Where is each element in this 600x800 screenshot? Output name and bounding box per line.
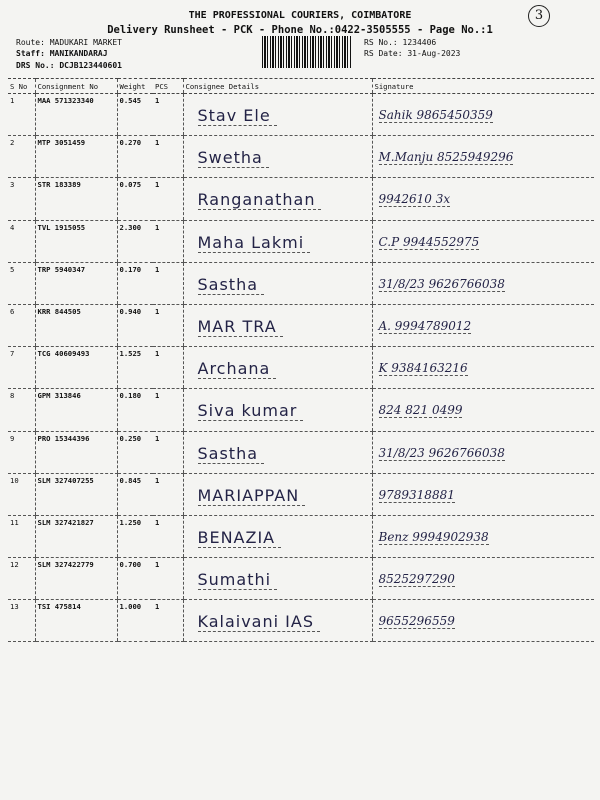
page-mark: 3 xyxy=(528,5,550,27)
row-signature: 9942610 3x xyxy=(378,192,451,207)
rs-number: RS No.: 1234406 xyxy=(364,38,437,47)
row-signature: 8525297290 xyxy=(378,572,455,587)
table-row xyxy=(8,262,594,304)
table-row xyxy=(8,94,594,136)
row-consignee-name: Sumathi xyxy=(198,570,278,590)
row-consignee-cell xyxy=(183,558,372,600)
row-consignee-name: Maha Lakmi xyxy=(198,233,311,253)
row-sno: 11 xyxy=(8,515,35,557)
row-consignee-cell xyxy=(183,220,372,262)
row-consignment-no: PRO 15344396 xyxy=(35,431,117,473)
row-consignment-no: SLM 327421827 xyxy=(35,515,117,557)
row-pcs: 1 xyxy=(153,515,183,557)
row-weight: 2.300 xyxy=(117,220,153,262)
table-row xyxy=(8,389,594,431)
row-consignee-cell xyxy=(183,473,372,515)
row-consignee-cell xyxy=(183,515,372,557)
row-weight: 0.940 xyxy=(117,304,153,346)
row-weight: 0.545 xyxy=(117,94,153,136)
row-weight: 1.525 xyxy=(117,347,153,389)
table-row xyxy=(8,220,594,262)
table-row xyxy=(8,473,594,515)
row-consignee-name: Swetha xyxy=(198,148,269,168)
table-row xyxy=(8,600,594,642)
row-signature: 9655296559 xyxy=(378,614,455,629)
row-signature: 31/8/23 9626766038 xyxy=(378,445,505,460)
col-consignment: Consignment No xyxy=(35,79,117,94)
row-consignment-no: SLM 327422779 xyxy=(35,558,117,600)
row-consignee-name: Sastha xyxy=(198,444,265,464)
row-pcs: 1 xyxy=(153,600,183,642)
table-row xyxy=(8,304,594,346)
row-consignment-no: SLM 327407255 xyxy=(35,473,117,515)
table-row xyxy=(8,347,594,389)
row-signature: A. 9994789012 xyxy=(378,318,472,333)
row-consignment-no: GPM 313846 xyxy=(35,389,117,431)
row-sno: 8 xyxy=(8,389,35,431)
staff-label: Staff: MANIKANDARAJ xyxy=(16,49,108,58)
company-name: THE PROFESSIONAL COURIERS, COIMBATORE xyxy=(188,10,412,21)
row-consignee-cell xyxy=(183,600,372,642)
row-sno: 6 xyxy=(8,304,35,346)
row-pcs: 1 xyxy=(153,389,183,431)
row-consignment-no: KRR 844505 xyxy=(35,304,117,346)
row-weight: 0.250 xyxy=(117,431,153,473)
drs-number: DRS No.: DCJB123440601 xyxy=(16,61,122,70)
row-consignee-name: Kalaivani IAS xyxy=(198,612,320,632)
row-consignment-no: STR 183389 xyxy=(35,178,117,220)
row-pcs: 1 xyxy=(153,473,183,515)
table-row xyxy=(8,178,594,220)
row-weight: 1.000 xyxy=(117,600,153,642)
row-signature-cell xyxy=(372,473,594,515)
row-signature-cell xyxy=(372,304,594,346)
row-pcs: 1 xyxy=(153,262,183,304)
row-signature: M.Manju 8525949296 xyxy=(378,150,514,165)
row-consignee-name: MARIAPPAN xyxy=(198,486,306,506)
row-consignment-no: TSI 475814 xyxy=(35,600,117,642)
row-consignee-name: BENAZIA xyxy=(198,528,282,548)
row-sno: 5 xyxy=(8,262,35,304)
row-pcs: 1 xyxy=(153,178,183,220)
runsheet-table xyxy=(8,78,594,642)
row-weight: 1.250 xyxy=(117,515,153,557)
table-body xyxy=(8,94,594,642)
row-signature-cell xyxy=(372,220,594,262)
route-label: Route: MADUKARI MARKET xyxy=(16,38,122,47)
row-consignee-cell xyxy=(183,178,372,220)
row-signature-cell xyxy=(372,515,594,557)
row-pcs: 1 xyxy=(153,304,183,346)
row-consignee-cell xyxy=(183,389,372,431)
row-consignee-name: Ranganathan xyxy=(198,190,322,210)
row-weight: 0.170 xyxy=(117,262,153,304)
row-consignee-name: MAR TRA xyxy=(198,317,283,337)
row-sno: 1 xyxy=(8,94,35,136)
row-consignee-cell xyxy=(183,94,372,136)
row-consignee-name: Sastha xyxy=(198,275,265,295)
row-consignment-no: MTP 3051459 xyxy=(35,136,117,178)
row-signature: K 9384163216 xyxy=(378,361,468,376)
row-signature-cell xyxy=(372,431,594,473)
row-signature-cell xyxy=(372,347,594,389)
col-signature: Signature xyxy=(372,79,594,94)
row-pcs: 1 xyxy=(153,558,183,600)
row-sno: 7 xyxy=(8,347,35,389)
table-header xyxy=(8,79,594,94)
row-signature-cell xyxy=(372,94,594,136)
row-sno: 3 xyxy=(8,178,35,220)
row-consignment-no: TCG 40609493 xyxy=(35,347,117,389)
row-signature-cell xyxy=(372,178,594,220)
row-weight: 0.180 xyxy=(117,389,153,431)
row-pcs: 1 xyxy=(153,431,183,473)
row-consignment-no: TVL 1915055 xyxy=(35,220,117,262)
row-consignment-no: TRP 5940347 xyxy=(35,262,117,304)
col-consignee: Consignee Details xyxy=(183,79,372,94)
row-consignee-cell xyxy=(183,304,372,346)
row-sno: 12 xyxy=(8,558,35,600)
runsheet-title: Delivery Runsheet - PCK - Phone No.:0422-3505555 - Page No.:1 xyxy=(107,24,493,36)
row-sno: 4 xyxy=(8,220,35,262)
row-signature: 31/8/23 9626766038 xyxy=(378,276,505,291)
row-consignee-name: Stav Ele xyxy=(198,106,277,126)
row-signature-cell xyxy=(372,136,594,178)
row-signature: 824 821 0499 xyxy=(378,403,463,418)
row-signature-cell xyxy=(372,600,594,642)
row-consignment-no: MAA 571323340 xyxy=(35,94,117,136)
row-sno: 10 xyxy=(8,473,35,515)
row-weight: 0.845 xyxy=(117,473,153,515)
row-signature: Sahik 9865450359 xyxy=(378,108,493,122)
row-signature: 9789318881 xyxy=(378,487,455,502)
row-pcs: 1 xyxy=(153,94,183,136)
row-consignee-name: Archana xyxy=(198,359,277,379)
row-pcs: 1 xyxy=(153,347,183,389)
table-row xyxy=(8,558,594,600)
row-sno: 2 xyxy=(8,136,35,178)
row-weight: 0.700 xyxy=(117,558,153,600)
row-consignee-name: Siva kumar xyxy=(198,401,304,421)
row-consignee-cell xyxy=(183,431,372,473)
rs-date: RS Date: 31-Aug-2023 xyxy=(364,49,461,58)
col-pcs: PCS xyxy=(153,79,183,94)
row-pcs: 1 xyxy=(153,136,183,178)
row-consignee-cell xyxy=(183,262,372,304)
row-sno: 9 xyxy=(8,431,35,473)
barcode xyxy=(262,36,352,68)
row-sno: 13 xyxy=(8,600,35,642)
row-signature-cell xyxy=(372,558,594,600)
row-signature-cell xyxy=(372,262,594,304)
table-row xyxy=(8,515,594,557)
row-signature-cell xyxy=(372,389,594,431)
row-pcs: 1 xyxy=(153,220,183,262)
row-weight: 0.270 xyxy=(117,136,153,178)
row-consignee-cell xyxy=(183,347,372,389)
row-signature: C.P 9944552975 xyxy=(378,234,480,249)
table-row xyxy=(8,136,594,178)
row-consignee-cell xyxy=(183,136,372,178)
table-row xyxy=(8,431,594,473)
row-signature: Benz 9994902938 xyxy=(378,529,489,544)
col-sno: S No xyxy=(8,79,35,94)
col-weight: Weight xyxy=(117,79,153,94)
row-weight: 0.075 xyxy=(117,178,153,220)
